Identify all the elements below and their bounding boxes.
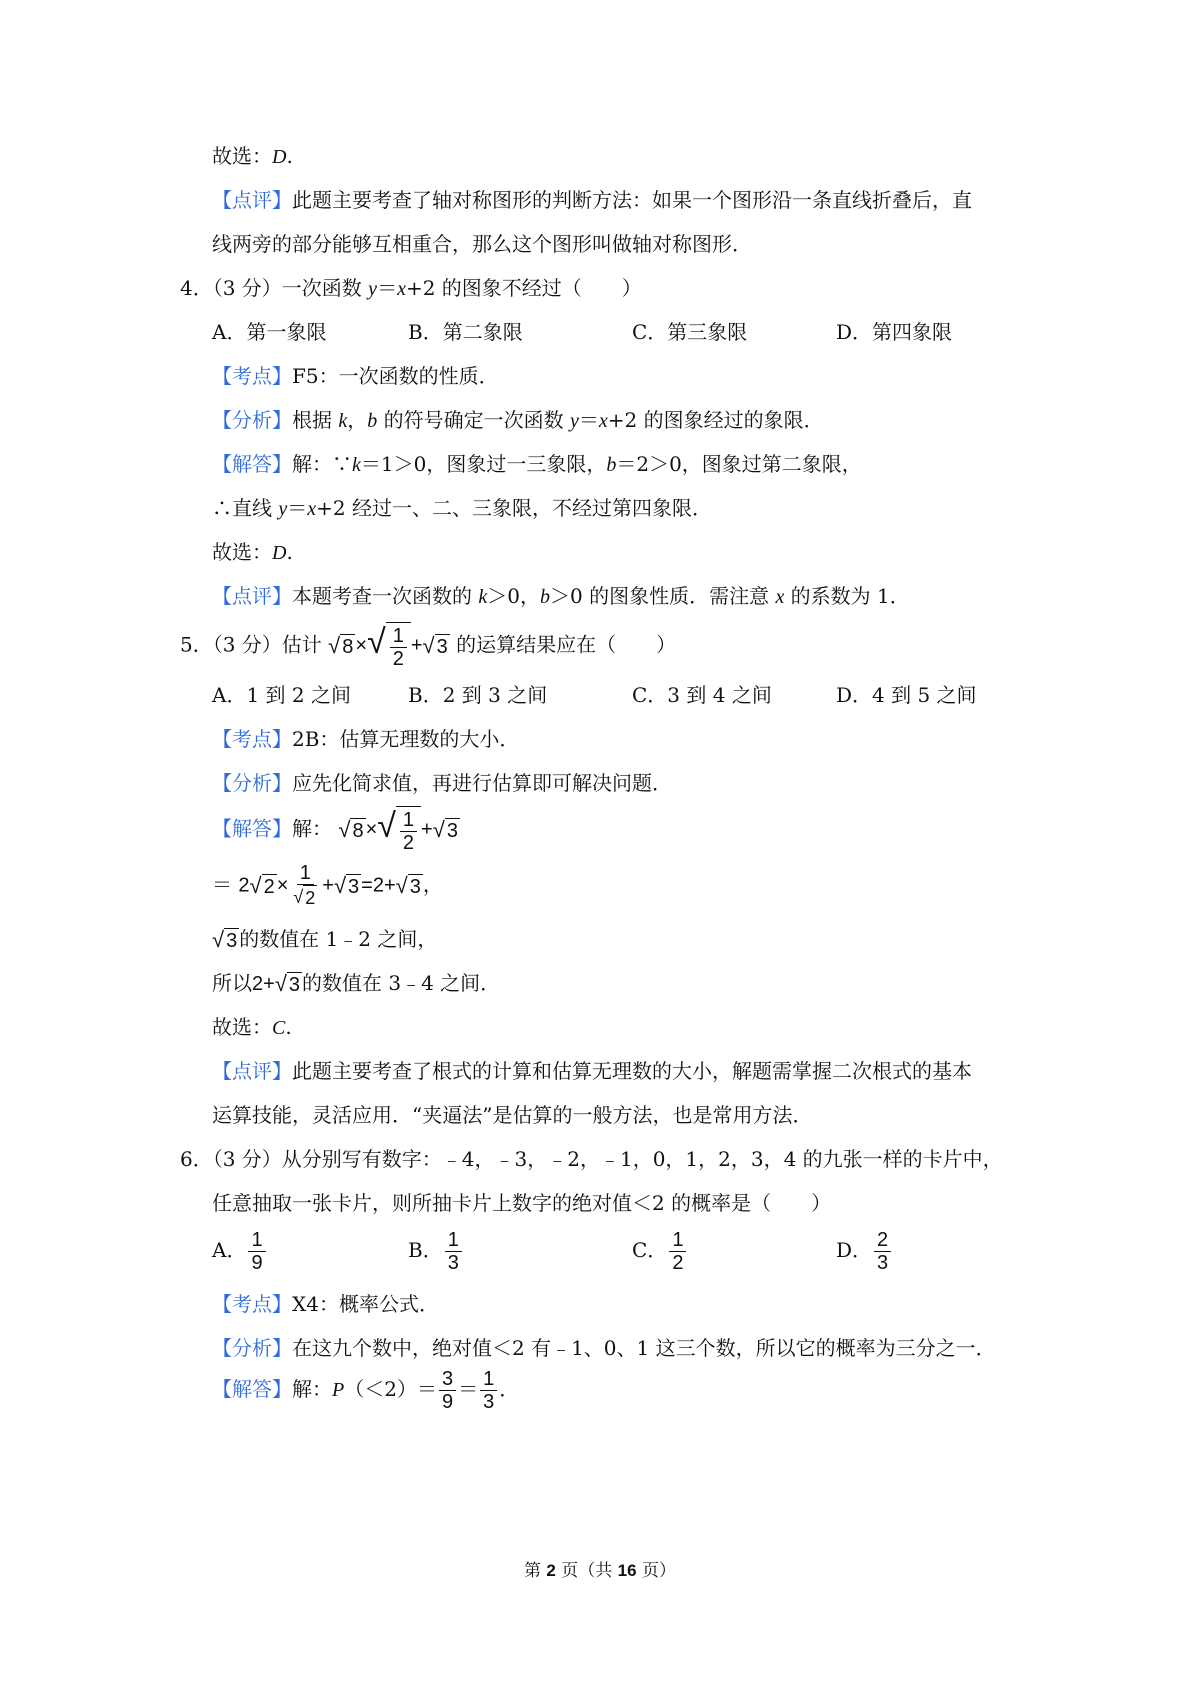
q6-kaodian: 【考点】X4：概率公式． — [212, 1292, 439, 1316]
q5-option-a: A．1 到 2 之间 — [212, 683, 351, 707]
q6-stem-line1: 6．（3 分）从分别写有数字：﹣4，﹣3，﹣2，﹣1，0，1，2，3，4 的九张一样的卡片中， — [180, 1147, 1003, 1171]
q4-option-d: D．第四象限 — [836, 320, 953, 344]
page-total: 16 — [617, 1561, 637, 1580]
q5-jieda-line4: 所以2+ √ 3 的数值在 3﹣4 之间． — [212, 971, 501, 996]
q4-option-a: A．第一象限 — [212, 320, 327, 344]
q5-fenxi: 【分析】应先化简求值，再进行估算即可解决问题． — [212, 771, 672, 795]
q5-option-d: D．4 到 5 之间 — [836, 683, 977, 707]
q3-comment-line1: 【点评】此题主要考查了轴对称图形的判断方法：如果一个图形沿一条直线折叠后，直 — [212, 188, 972, 212]
q3-answer-line: 故选：D. — [212, 144, 293, 168]
q6-stem-line2: 任意抽取一张卡片，则所抽卡片上数字的绝对值＜2 的概率是（ ） — [212, 1191, 832, 1215]
q6-jieda: 【解答】解：P（＜2）＝ $\frac{3}{9}$ ＝ $\frac{1}{3}$ ． — [212, 1368, 520, 1413]
q4-stem: 4．（3 分）一次函数 y＝x+2 的图象不经过（ ） — [180, 276, 642, 300]
q4-jieda-line2: ∴直线 y＝x+2 经过一、二、三象限，不经过第四象限． — [212, 496, 712, 520]
q5-comment-line2: 运算技能，灵活应用．“夹逼法”是估算的一般方法，也是常用方法． — [212, 1103, 813, 1127]
comment-tag: 【点评】 — [212, 188, 292, 212]
q3-comment-line2: 线两旁的部分能够互相重合，那么这个图形叫做轴对称图形． — [212, 232, 752, 256]
q5-option-c: C．3 到 4 之间 — [632, 683, 772, 707]
q4-jieda-line1: 【解答】解：∵k＝1＞0，图象过一三象限，b＝2＞0，图象过第二象限， — [212, 452, 862, 476]
q4-kaodian: 【考点】F5：一次函数的性质． — [212, 364, 499, 388]
q5-jieda-line2: ＝ 2 √ 2 × 1 √ 2 + √ 3 =2+ √ 3 ， — [212, 862, 443, 908]
q4-option-b: B．第二象限 — [408, 320, 523, 344]
q6-option-c: C． $\frac{1}{2}$ — [632, 1229, 688, 1274]
q6-option-d: D． $\frac{2}{3}$ — [836, 1229, 893, 1274]
q4-option-c: C．第三象限 — [632, 320, 748, 344]
q5-answer-line: 故选：C. — [212, 1015, 292, 1039]
page-footer: 第 2 页（共 16 页） — [523, 1561, 676, 1581]
q6-fenxi: 【分析】在这九个数中，绝对值＜2 有﹣1、0、1 这三个数，所以它的概率为三分之一． — [212, 1336, 996, 1360]
page-number: 2 — [546, 1561, 556, 1580]
q5-jieda-line3: √ 3 的数值在 1﹣2 之间， — [212, 927, 438, 952]
q5-expression: √ 8 × √ $\frac{1}{2}$ + √ 3 — [328, 623, 448, 670]
q5-jieda-line1: 【解答】解： √ 8 × √ $\frac{1}{2}$ + √ 3 — [212, 807, 458, 854]
q6-option-b: B． $\frac{1}{3}$ — [408, 1229, 464, 1274]
q4-comment: 【点评】本题考查一次函数的 k＞0，b＞0 的图象性质．需注意 x 的系数为 1． — [212, 584, 910, 608]
q5-option-b: B．2 到 3 之间 — [408, 683, 548, 707]
q6-option-a: A． $\frac{1}{9}$ — [212, 1229, 268, 1274]
q4-fenxi: 【分析】根据 k，b 的符号确定一次函数 y＝x+2 的图象经过的象限． — [212, 408, 824, 432]
q5-stem: 5．（3 分）估计 √ 8 × √ $\frac{1}{2}$ + √ 3 的运算结果应在（ ） — [180, 623, 677, 670]
q5-kaodian: 【考点】2B：估算无理数的大小． — [212, 727, 520, 751]
q5-jieda-expression: √ 8 × √ $\frac{1}{2}$ + √ 3 — [338, 807, 458, 854]
q5-comment-line1: 【点评】此题主要考查了根式的计算和估算无理数的大小，解题需掌握二次根式的基本 — [212, 1059, 972, 1083]
q4-answer-line: 故选：D. — [212, 540, 293, 564]
